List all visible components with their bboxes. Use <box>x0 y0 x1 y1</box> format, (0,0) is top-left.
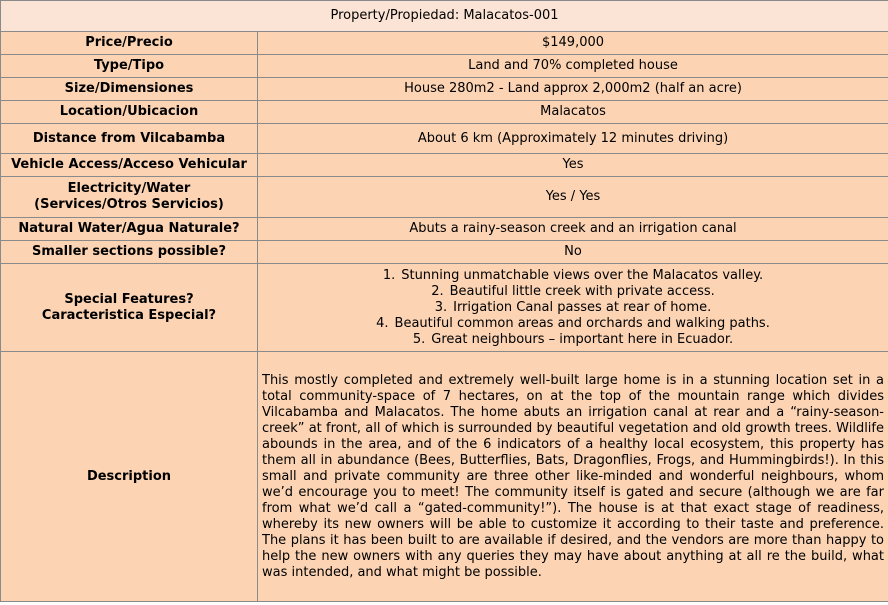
row-special-features <box>1 264 888 352</box>
services-label-line1: Electricity/Water <box>67 181 191 196</box>
special-features-label <box>1 264 258 352</box>
natural-water-label: Natural Water/Agua Naturale? <box>1 218 258 241</box>
row-smaller-sections <box>1 241 888 264</box>
description-label: Description <box>1 352 258 602</box>
row-natural-water <box>1 218 888 241</box>
services-label <box>1 177 258 218</box>
natural-water-value: Abuts a rainy-season creek and an irrigation canal <box>258 218 888 241</box>
description-text: This mostly completed and extremely well-built large home is in a stunning location set in a total community-space of 7 hectares, on at the top of the mountain range which divides Vilcabamba and Malacatos. The home abuts an irrigation canal at rear and a “rainy-season-creek” at front, all of which is surrounded by beautiful vegetation and old growth trees. Wildlife abounds in the area, and of the 6 indicators of a healthy local ecosystem, this property has them all in abundance (Bees, Butterflies, Bats, Dragonflies, Frogs, and Hummingbirds!). In this small and private community are three other like-minded and wonderful neighbours, whom we’d encourage you to meet! The community itself is gated and secure (although we are far from what we’d call a “gated-community!”). The house is at that exact stage of readiness, whereby its new owners will be able to customize it according to their taste and preference. The plans it has been built to are available if desired, and the vendors are more than happy to help the new owners with any queries they may have about anything at all re the build, what was intended, and what might be possible. <box>258 352 888 602</box>
feature-item: 4. Beautiful common areas and orchards and walking paths. <box>376 315 770 331</box>
size-value: House 280m2 - Land approx 2,000m2 (half an acre) <box>258 78 888 101</box>
smaller-sections-label: Smaller sections possible? <box>1 241 258 264</box>
type-value: Land and 70% completed house <box>258 55 888 78</box>
property-title: Property/Propiedad: Malacatos-001 <box>1 1 888 32</box>
row-services <box>1 177 888 218</box>
size-label: Size/Dimensiones <box>1 78 258 101</box>
distance-value: About 6 km (Approximately 12 minutes driving) <box>258 124 888 154</box>
special-features-value <box>258 264 888 352</box>
services-label-line2: (Services/Otros Servicios) <box>34 197 224 212</box>
vehicle-access-label: Vehicle Access/Acceso Vehicular <box>1 154 258 177</box>
services-value: Yes / Yes <box>258 177 888 218</box>
price-label: Price/Precio <box>1 32 258 55</box>
smaller-sections-value: No <box>258 241 888 264</box>
vehicle-access-value: Yes <box>258 154 888 177</box>
distance-label: Distance from Vilcabamba <box>1 124 258 154</box>
row-location <box>1 101 888 124</box>
special-features-label-line2: Caracteristica Especial? <box>41 307 217 323</box>
feature-item: 1. Stunning unmatchable views over the Malacatos valley. <box>382 267 764 283</box>
row-size <box>1 78 888 101</box>
price-value: $149,000 <box>258 32 888 55</box>
row-type <box>1 55 888 78</box>
feature-item: 3. Irrigation Canal passes at rear of home. <box>434 299 712 315</box>
row-description <box>1 352 888 602</box>
special-features-label-line1: Special Features? <box>64 291 194 307</box>
type-label: Type/Tipo <box>1 55 258 78</box>
location-label: Location/Ubicacion <box>1 101 258 124</box>
row-vehicle-access <box>1 154 888 177</box>
feature-item: 5. Great neighbours – important here in Ecuador. <box>412 331 734 347</box>
location-value: Malacatos <box>258 101 888 124</box>
special-features-list <box>262 268 884 348</box>
feature-item: 2. Beautiful little creek with private access. <box>431 283 715 299</box>
row-distance <box>1 124 888 154</box>
row-price <box>1 32 888 55</box>
